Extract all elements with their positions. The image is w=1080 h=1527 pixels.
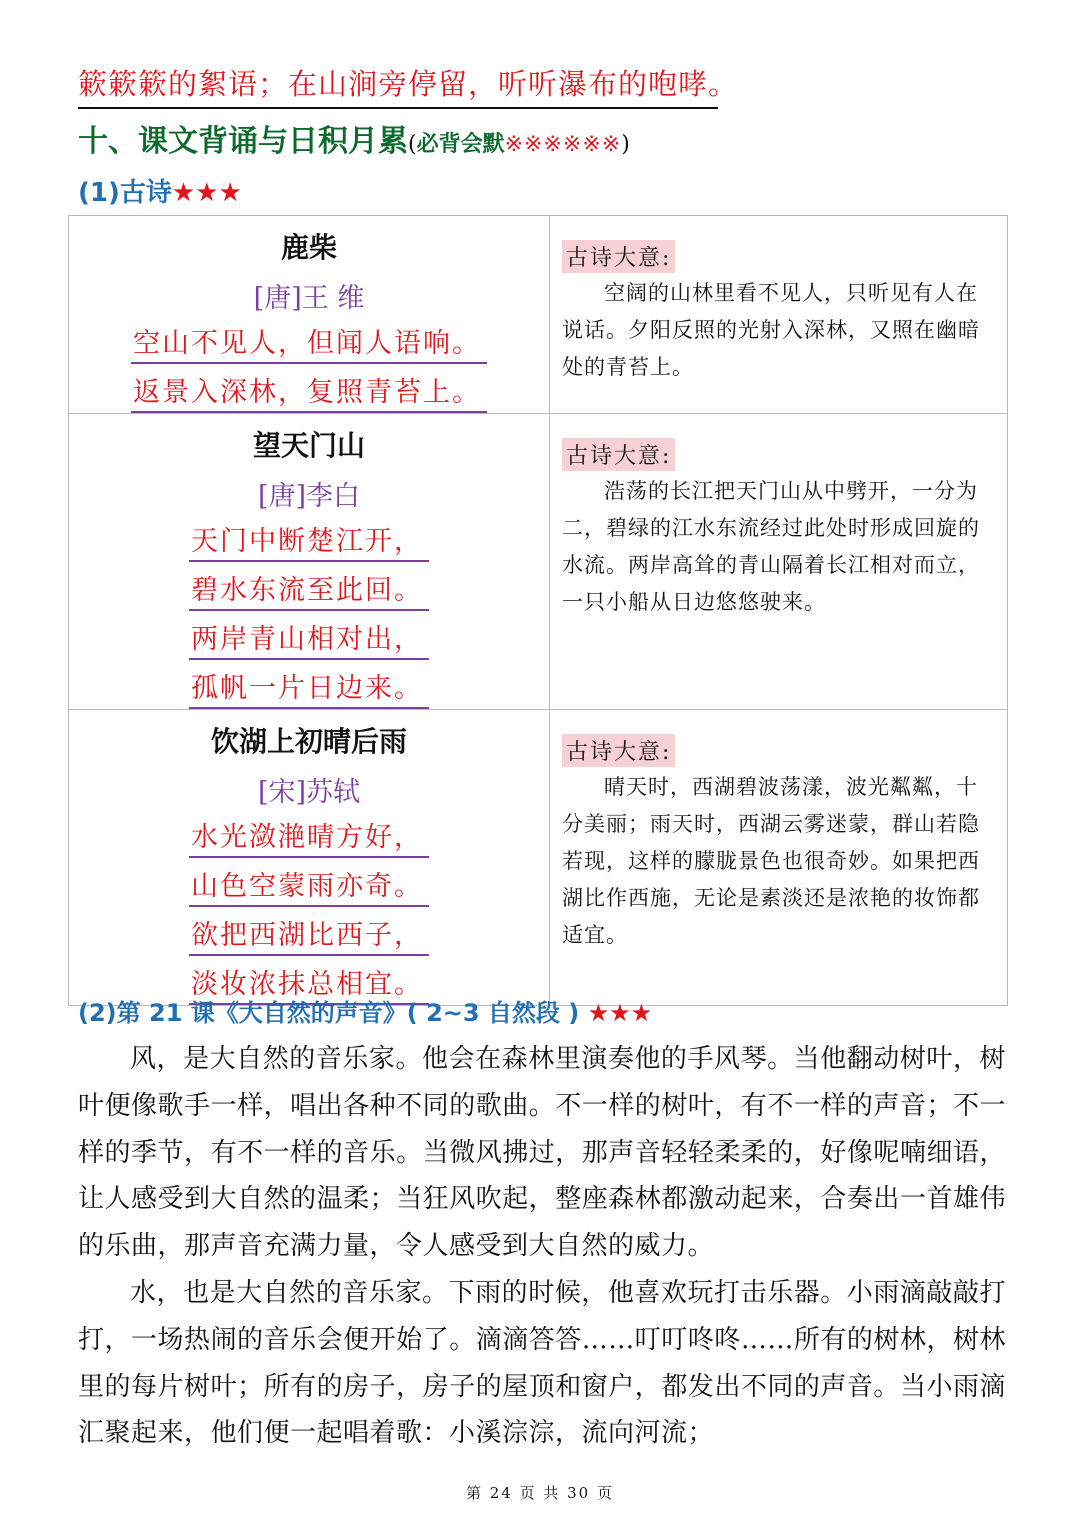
poem-title: 鹿柴 xyxy=(280,231,337,264)
subheading-ancient-poems xyxy=(78,172,242,209)
poem-author: [宋]苏轼 xyxy=(257,777,361,808)
poem-line: 欲把西湖比西子， xyxy=(189,913,429,956)
poem-line: 返景入深林，复照青苔上。 xyxy=(131,370,487,413)
meaning-text: 空阔的山林里看不见人，只听见有人在说话。夕阳反照的光射入深林，又照在幽暗处的青苔上。 xyxy=(562,281,980,379)
poem-line: 两岸青山相对出， xyxy=(189,617,429,660)
meaning-label: 古诗大意: xyxy=(562,438,675,471)
section-paren-open: ( xyxy=(408,132,417,157)
meaning-text: 浩荡的长江把天门山从中劈开，一分为二，碧绿的江水东流经过此处时形成回旋的水流。两岸高耸的青山隔着长江相对而立，一只小船从日边悠悠驶来。 xyxy=(562,479,980,614)
continued-text-line: 簌簌簌的絮语；在山涧旁停留，听听瀑布的咆哮。 xyxy=(78,62,718,109)
poem-title: 饮湖上初晴后雨 xyxy=(210,725,407,758)
subheading-label: (2)第 21 课《大自然的声音》( 2~3 自然段 ) xyxy=(78,999,580,1027)
poem-meaning-cell xyxy=(550,414,1008,710)
page-number: 第 24 页 共 30 页 xyxy=(465,1484,614,1502)
poem-cell xyxy=(69,414,550,710)
paragraph: 水，也是大自然的音乐家。下雨的时候，他喜欢玩打击乐器。小雨滴敲敲打打，一场热闹的音乐会便开始了。滴滴答答……叮叮咚咚……所有的树林，树林里的每片树叶；所有的房子，房子的屋顶和窗户，都发出不同的声音。当小雨滴汇聚起来，他们便一起唱着歌：小溪淙淙，流向河流； xyxy=(78,1277,1006,1449)
poem-cell xyxy=(69,710,550,1006)
poem-row xyxy=(69,414,1008,710)
poem-line: 水光潋滟晴方好， xyxy=(189,815,429,858)
subheading-label: (1)古诗 xyxy=(78,178,172,208)
poem-author: [唐]王 维 xyxy=(253,283,365,314)
poem-row xyxy=(69,216,1008,414)
meaning-label: 古诗大意: xyxy=(562,734,675,767)
recitation-passage xyxy=(78,1036,1006,1457)
poem-meaning-cell xyxy=(550,710,1008,1006)
rating-stars: ★★★ xyxy=(587,999,653,1027)
section-marks: ※※※※※※ xyxy=(504,132,622,157)
section-paren-close: ) xyxy=(621,132,630,157)
poems-table xyxy=(68,215,1008,1006)
poem-line: 空山不见人，但闻人语响。 xyxy=(131,321,487,364)
meaning-label: 古诗大意: xyxy=(562,240,675,273)
section-heading-10 xyxy=(78,116,630,160)
poem-title: 望天门山 xyxy=(252,429,365,462)
poem-cell xyxy=(69,216,550,414)
poem-row xyxy=(69,710,1008,1006)
section-title: 十、课文背诵与日积月累 xyxy=(78,124,408,159)
paragraph: 风，是大自然的音乐家。他会在森林里演奏他的手风琴。当他翻动树叶，树叶便像歌手一样，唱出各种不同的歌曲。不一样的树叶，有不一样的声音；不一样的季节，有不一样的音乐。当微风拂过，那声音轻轻柔柔的，好像呢喃细语，让人感受到大自然的温柔；当狂风吹起，整座森林都激动起来，合奏出一首雄伟的乐曲，那声音充满力量，令人感受到大自然的威力。 xyxy=(78,1044,1006,1262)
poem-meaning-cell xyxy=(550,216,1008,414)
section-note: 必背会默 xyxy=(416,131,505,157)
poem-author: [唐]李白 xyxy=(257,481,361,512)
poem-line: 孤帆一片日边来。 xyxy=(189,666,429,709)
poem-line: 碧水东流至此回。 xyxy=(189,568,429,611)
poem-line: 山色空蒙雨亦奇。 xyxy=(189,864,429,907)
meaning-text: 晴天时，西湖碧波荡漾，波光粼粼，十分美丽；雨天时，西湖云雾迷蒙，群山若隐若现，这样的朦胧景色也很奇妙。如果把西湖比作西施，无论是素淡还是浓艳的妆饰都适宜。 xyxy=(562,775,980,947)
subheading-lesson-21 xyxy=(78,993,652,1028)
rating-stars: ★★★ xyxy=(171,178,242,208)
poem-line: 淡妆浓抹总相宜。 xyxy=(189,962,429,1005)
poem-line: 天门中断楚江开， xyxy=(189,519,429,562)
